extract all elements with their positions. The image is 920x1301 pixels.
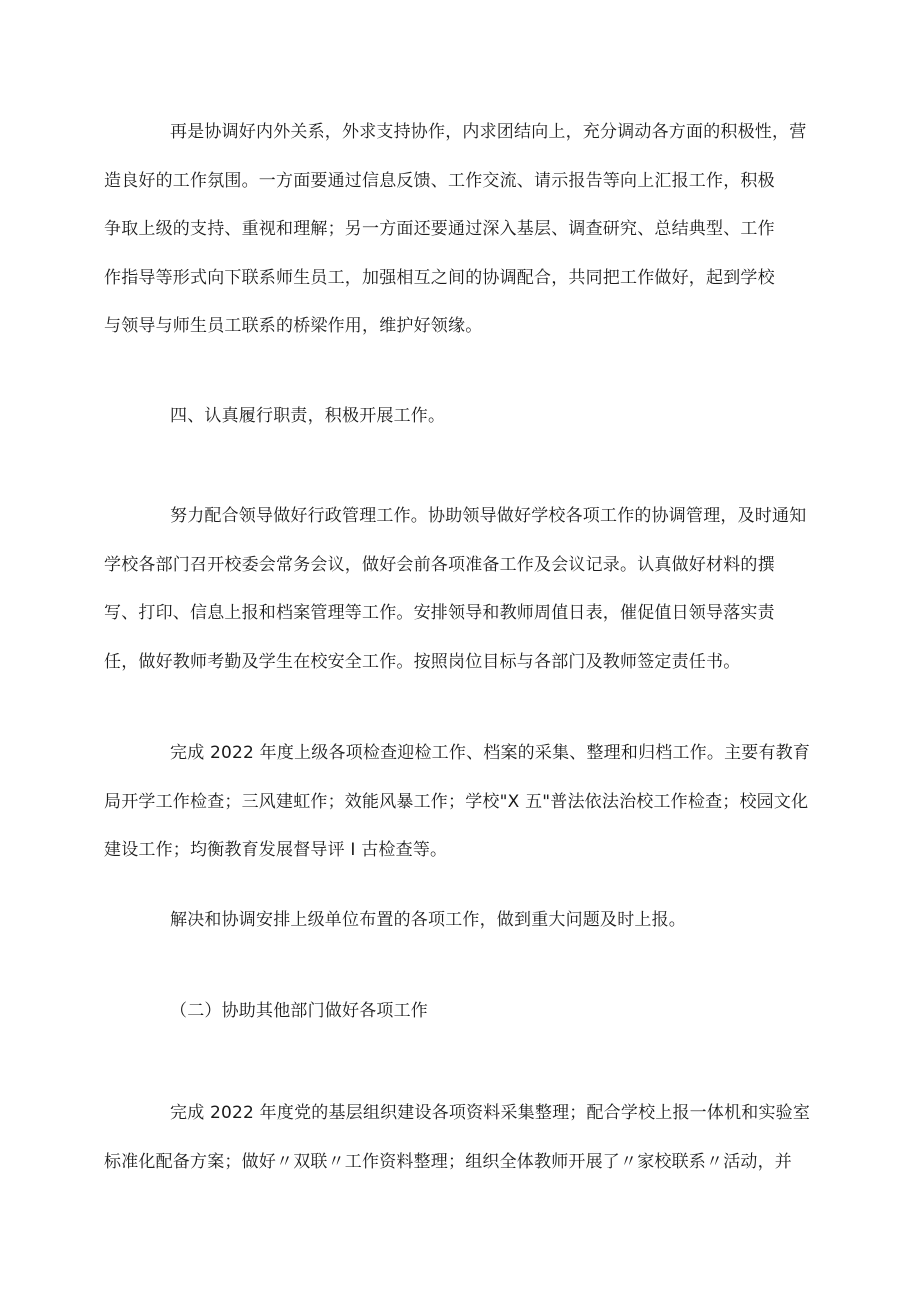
text-line: 建设工作；均衡教育发展督导评 I 古检查等。 <box>104 840 448 860</box>
text-line: 完成 2022 年度上级各项检查迎检工作、档案的采集、整理和归档工作。主要有教育 <box>170 743 811 763</box>
text-line: 标准化配备方案；做好〃双联〃工作资料整理；组织全体教师开展了〃家校联系〃活动，并 <box>104 1151 792 1172</box>
text-line: 写、打印、信息上报和档案管理等工作。安排领导和教师周值日表，催促值日领导落实责 <box>104 603 775 623</box>
text-line: 局开学工作检查；三风建虹作；效能风暴工作；学校"X 五"普法依法治校工作检查；校园文化 <box>104 791 809 812</box>
paragraph-party-work <box>104 1089 811 1186</box>
paragraph-report-issues <box>104 896 800 945</box>
text-line: 再是协调好内外关系，外求支持协作，内求团结向上，充分调动各方面的积极性，营 <box>170 122 807 142</box>
text-line: 努力配合领导做好行政管理工作。协助领导做好学校各项工作的协调管理，及时通知 <box>170 506 807 526</box>
text-line: 任，做好教师考勤及学生在校安全工作。按照岗位目标与各部门及教师签定责任书。 <box>104 651 741 672</box>
text-line: 学校各部门召开校委会常务会议，做好会前各项准备工作及会议记录。认真做好材料的撰 <box>104 554 775 575</box>
text-line: 解决和协调安排上级单位布置的各项工作，做到重大问题及时上报。 <box>170 910 686 930</box>
paragraph-coordination <box>104 108 807 351</box>
paragraph-admin-work <box>104 492 807 686</box>
paragraph-inspection-work <box>104 729 811 875</box>
text-line: 造良好的工作氛围。一方面要通过信息反馈、工作交流、请示报告等向上汇报工作，积极 <box>104 170 775 191</box>
section-heading-four: 四、认真履行职责，积极开展工作。 <box>170 406 446 426</box>
section-heading-two: （二）协助其他部门做好各项工作 <box>170 1001 428 1021</box>
text-line: 完成 2022 年度党的基层组织建设各项资料采集整理；配合学校上报一体机和实验室 <box>170 1103 811 1123</box>
text-line: 与领导与师生员工联系的桥梁作用，维护好领缘。 <box>104 316 483 336</box>
text-line: 作指导等形式向下联系师生员工，加强相互之间的协调配合，共同把工作做好，起到学校 <box>104 267 775 288</box>
text-line: 争取上级的支持、重视和理解；另一方面还要通过深入基层、调查研究、总结典型、工作 <box>104 219 775 239</box>
